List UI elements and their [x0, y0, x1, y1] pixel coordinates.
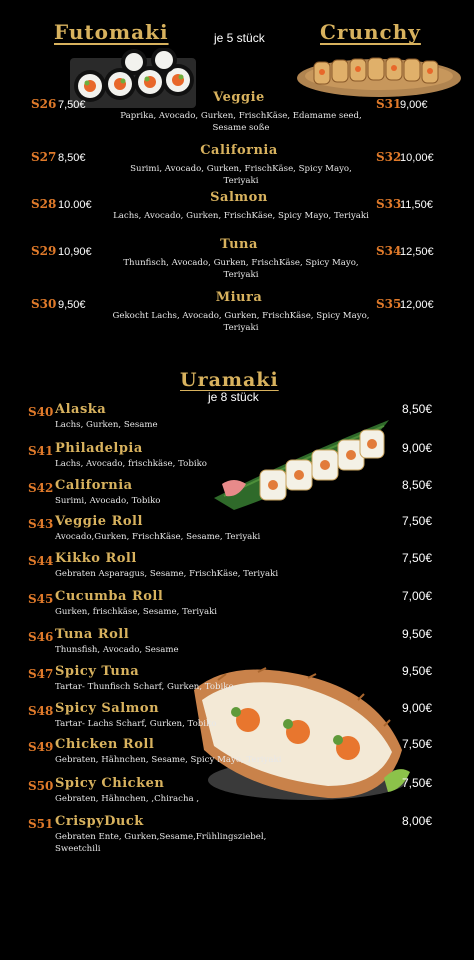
futomaki-price: 8,50€ — [58, 152, 86, 164]
uramaki-code: S50 — [28, 779, 54, 793]
uramaki-item-desc: Gebraten, Hähnchen, ,Chiracha , — [55, 794, 200, 804]
uramaki-item-desc: Thunsfish, Avocado, Sesame — [55, 645, 179, 655]
futomaki-price: 10,90€ — [58, 246, 92, 258]
uramaki-code: S45 — [28, 592, 54, 606]
uramaki-price: 7,50€ — [402, 551, 433, 565]
futomaki-item-name: Veggie — [213, 90, 265, 105]
uramaki-item-name: Kikko Roll — [55, 551, 137, 566]
uramaki-price: 7,50€ — [402, 737, 433, 751]
uramaki-code: S49 — [28, 740, 54, 754]
uramaki-item-desc: Gebraten, Hähnchen, Sesame, Spicy Mayo, Teriyaki — [55, 755, 282, 765]
uramaki-item-name: Spicy Salmon — [55, 701, 160, 716]
futomaki-item-desc: Surimi, Avocado, Gurken, FrischKäse, Spicy Mayo, Teriyaki — [130, 164, 352, 186]
futomaki-code: S27 — [31, 150, 57, 164]
uramaki-price: 7,50€ — [402, 514, 433, 528]
futomaki-title: Futomaki — [54, 20, 169, 44]
uramaki-item-desc: Tartar- Lachs Scharf, Gurken, Tobiko — [55, 719, 217, 729]
uramaki-price: 7,50€ — [402, 776, 433, 790]
uramaki-code: S43 — [28, 517, 54, 531]
futomaki-code: S28 — [31, 197, 57, 211]
uramaki-code: S40 — [28, 405, 54, 419]
uramaki-price: 9,50€ — [402, 664, 433, 678]
futomaki-item-desc: Paprika, Avocado, Gurken, FrischKäse, Edamame seed, Sesame soße — [120, 111, 362, 133]
uramaki-item-name: Chicken Roll — [55, 737, 155, 752]
uramaki-code: S46 — [28, 630, 54, 644]
uramaki-title: Uramaki — [180, 369, 279, 391]
futomaki-subtitle: je 5 stück — [214, 31, 265, 45]
futomaki-price: 10.00€ — [58, 199, 92, 211]
uramaki-subtitle: je 8 stück — [208, 390, 259, 404]
uramaki-price: 8,00€ — [402, 814, 433, 828]
uramaki-price: 9,00€ — [402, 701, 433, 715]
uramaki-item-name: Alaska — [55, 402, 107, 417]
uramaki-item-desc: Lachs, Avocado, frischkäse, Tobiko — [55, 459, 207, 469]
crunchy-price: 10,00€ — [400, 152, 434, 164]
uramaki-price: 8,50€ — [402, 478, 433, 492]
uramaki-item-desc: Surimi, Avocado, Tobiko — [55, 496, 161, 506]
uramaki-item-desc: Lachs, Gurken, Sesame — [55, 420, 158, 430]
uramaki-item-name: Philadelpia — [55, 441, 143, 456]
uramaki-item-desc: Avocado,Gurken, FrischKäse, Sesame, Teriyaki — [55, 532, 261, 542]
uramaki-code: S44 — [28, 554, 54, 568]
uramaki-code: S41 — [28, 444, 54, 458]
futomaki-item-desc: Gekocht Lachs, Avocado, Gurken, FrischKäse, Spicy Mayo, Teriyaki — [112, 311, 370, 333]
crunchy-title: Crunchy — [320, 20, 421, 44]
futomaki-item-name: Salmon — [210, 190, 268, 205]
uramaki-item-name: Tuna Roll — [55, 627, 130, 642]
crunchy-code: S31 — [376, 97, 402, 111]
crunchy-price: 11,50€ — [400, 199, 433, 211]
uramaki-price: 9,50€ — [402, 627, 433, 641]
uramaki-item-desc: Gurken, frischkäse, Sesame, Teriyaki — [55, 607, 218, 617]
futomaki-code: S26 — [31, 97, 57, 111]
uramaki-code: S48 — [28, 704, 54, 718]
crunchy-code: S32 — [376, 150, 402, 164]
uramaki-item-name: Veggie Roll — [55, 514, 143, 529]
uramaki-item-name: California — [55, 478, 133, 493]
crunchy-price: 12,00€ — [400, 299, 434, 311]
crunchy-code: S34 — [376, 244, 402, 258]
uramaki-code: S42 — [28, 481, 54, 495]
futomaki-code: S30 — [31, 297, 57, 311]
uramaki-item-name: Spicy Chicken — [55, 776, 165, 791]
uramaki-item-desc: Gebraten Asparagus, Sesame, FrischKäse, Teriyaki — [55, 569, 279, 579]
crunchy-price: 9,00€ — [400, 99, 428, 111]
uramaki-item-desc: Gebraten Ente, Gurken,Sesame,Frühlingsziebel, Sweetchili — [55, 832, 267, 854]
crunchy-price: 12,50€ — [400, 246, 434, 258]
futomaki-item-desc: Thunfisch, Avocado, Gurken, FrischKäse, Spicy Mayo, Teriyaki — [123, 258, 359, 280]
uramaki-code: S51 — [28, 817, 54, 831]
uramaki-item-desc: Tartar- Thunfisch Scharf, Gurken, Tobiko — [55, 682, 234, 692]
futomaki-price: 9,50€ — [58, 299, 86, 311]
uramaki-price: 8,50€ — [402, 402, 433, 416]
uramaki-price: 9,00€ — [402, 441, 433, 455]
futomaki-item-name: California — [200, 143, 278, 158]
uramaki-code: S47 — [28, 667, 54, 681]
uramaki-item-name: CrispyDuck — [55, 814, 144, 829]
crunchy-code: S35 — [376, 297, 402, 311]
uramaki-item-name: Spicy Tuna — [55, 664, 140, 679]
uramaki-price: 7,00€ — [402, 589, 433, 603]
futomaki-price: 7,50€ — [58, 99, 86, 111]
futomaki-code: S29 — [31, 244, 57, 258]
futomaki-item-desc: Lachs, Avocado, Gurken, FrischKäse, Spicy Mayo, Teriyaki — [113, 211, 369, 221]
crunchy-code: S33 — [376, 197, 402, 211]
futomaki-item-name: Miura — [215, 290, 263, 305]
uramaki-item-name: Cucumba Roll — [55, 589, 164, 604]
futomaki-item-name: Tuna — [220, 237, 258, 252]
